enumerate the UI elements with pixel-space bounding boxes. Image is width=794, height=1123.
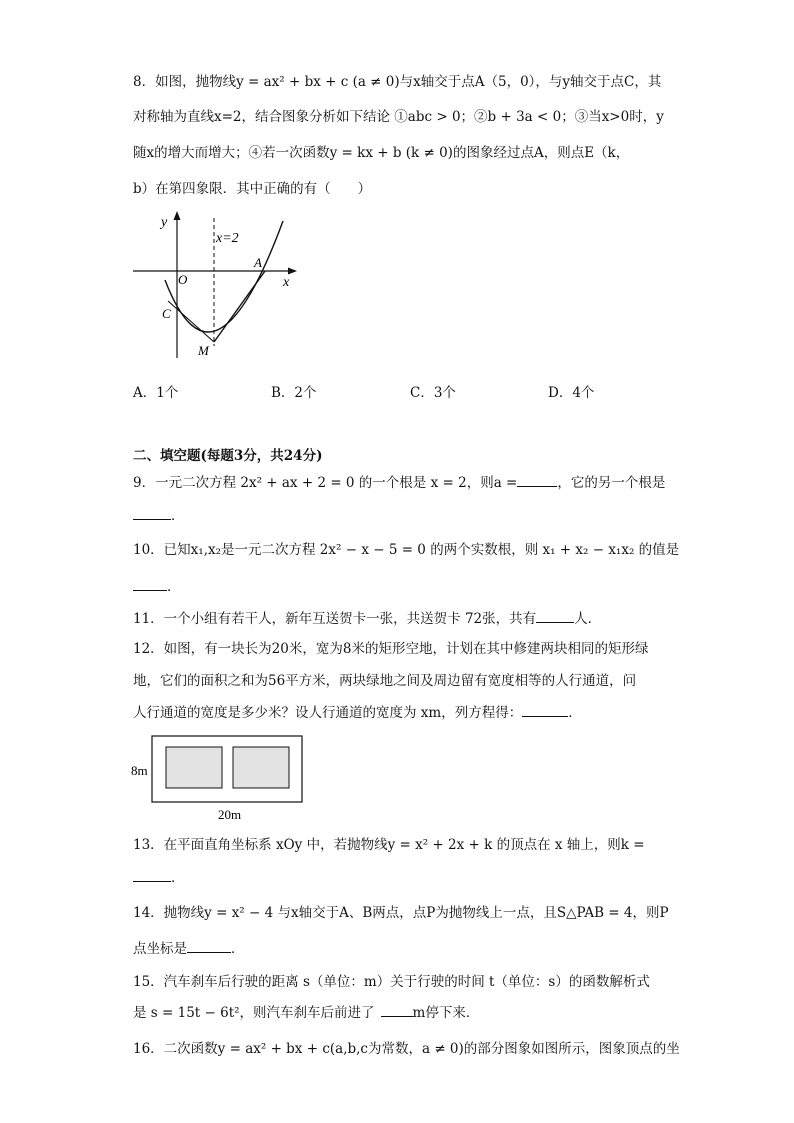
q12-blank[interactable] <box>522 703 568 717</box>
q11-line <box>133 609 601 628</box>
label-length: 20m <box>218 807 242 822</box>
q10-text: 10．已知x₁,x₂是一元二次方程 2x² − x − 5 = 0 的两个实数根，则 x₁ + x₂ − x₁x₂ 的值是 <box>133 542 680 558</box>
label-C: C <box>162 306 171 321</box>
q14-line-2 <box>133 939 245 958</box>
q8-option-a[interactable]: A．1个 <box>133 385 179 401</box>
q8-option-b[interactable]: B．2个 <box>271 385 317 401</box>
q8-line-4: b）在第四象限．其中正确的有（ ） <box>133 181 372 197</box>
x-axis-arrow <box>288 268 297 275</box>
q8-line-2: 对称轴为直线x=2，结合图象分析如下结论 ①abc > 0；②b + 3a < 0；③当x>0时，y <box>133 109 664 125</box>
q12-line-1: 12．如图，有一块长为20米，宽为8米的矩形空地，计划在其中修建两块相同的矩形绿 <box>133 641 649 657</box>
q12-rectangle-figure <box>128 733 308 825</box>
q8-line-3: 随x的增大而增大；④若一次函数y = kx + b (k ≠ 0)的图象经过点A，则点E（k， <box>133 145 630 161</box>
q15-text-2: 是 s = 15t − 6t²，则汽车刹车后前进了 <box>133 1005 375 1021</box>
label-O: O <box>178 272 188 287</box>
q13-text: 13．在平面直角坐标系 xOy 中，若抛物线y = x² + 2x + k 的顶点在 x 轴上，则k = <box>133 837 645 853</box>
q13-blank[interactable] <box>133 868 171 882</box>
q11-text: 11．一个小组有若干人，新年互送贺卡一张，共送贺卡 72张，共有 <box>133 611 537 627</box>
q14-end: ． <box>231 941 245 957</box>
q15-line-1: 15．汽车刹车后行驶的距离 s（单位：m）关于行驶的时间 t（单位：s）的函数解析式 <box>133 974 650 990</box>
q12-line-2: 地，它们的面积之和为56平方米，两块绿地之间及周边留有宽度相等的人行通道，问 <box>133 673 637 689</box>
q9-tail: ，它的另一个根是 <box>557 475 666 491</box>
q12-line-3 <box>133 703 582 722</box>
label-A: A <box>254 255 262 270</box>
section-title: 二、填空题(每题3分，共24分) <box>133 448 323 464</box>
q13-line-2 <box>133 868 185 887</box>
q9-line <box>133 473 665 492</box>
q10-end: ． <box>167 579 181 595</box>
label-M: M <box>198 343 209 358</box>
q10-line-2 <box>133 577 181 596</box>
q9-line-2 <box>133 506 185 525</box>
q14-text-2: 点坐标是 <box>133 941 187 957</box>
q11-tail: 人． <box>574 611 602 627</box>
label-symmetry: x=2 <box>216 231 239 246</box>
q9-end: ． <box>171 508 185 524</box>
q8-option-c[interactable]: C．3个 <box>410 385 456 401</box>
q11-blank[interactable] <box>536 609 574 623</box>
q15-blank[interactable] <box>381 1003 413 1017</box>
q12-end: ． <box>568 705 582 721</box>
q10-blank[interactable] <box>133 577 167 591</box>
q9-blank-root[interactable] <box>133 506 171 520</box>
q13-end: ． <box>171 870 185 886</box>
q9-text: 9．一元二次方程 2x² + ax + 2 = 0 的一个根是 x = 2，则a = <box>133 475 518 491</box>
green-plot-right <box>233 747 289 788</box>
line-MA <box>214 271 265 342</box>
label-x: x <box>283 275 290 290</box>
label-width: 8m <box>131 763 148 778</box>
green-plot-left <box>166 747 222 788</box>
y-axis-arrow <box>174 211 181 220</box>
q16-text: 16．二次函数y = ax² + bx + c(a,b,c为常数，a ≠ 0)的部分图象如图所示，图象顶点的坐 <box>133 1041 680 1057</box>
q15-line-2 <box>133 1003 479 1022</box>
q8-line-1: 8．如图，抛物线y = ax² + bx + c (a ≠ 0)与x轴交于点A（5，0），与y轴交于点C，其 <box>133 74 662 90</box>
label-y: y <box>161 215 168 230</box>
q8-parabola-figure <box>130 208 305 360</box>
q12-text: 人行通道的宽度是多少米？设人行通道的宽度为 xm，列方程得： <box>133 705 523 721</box>
q14-text: 14．抛物线y = x² − 4 与x轴交于A、B两点，点P为抛物线上一点，且S△PAB = 4，则P <box>133 905 669 921</box>
line-CM <box>168 301 214 342</box>
q8-option-d[interactable]: D．4个 <box>548 385 595 401</box>
q14-blank[interactable] <box>187 939 231 953</box>
q15-tail: m停下来． <box>412 1005 480 1021</box>
q9-blank-a[interactable] <box>517 473 557 487</box>
